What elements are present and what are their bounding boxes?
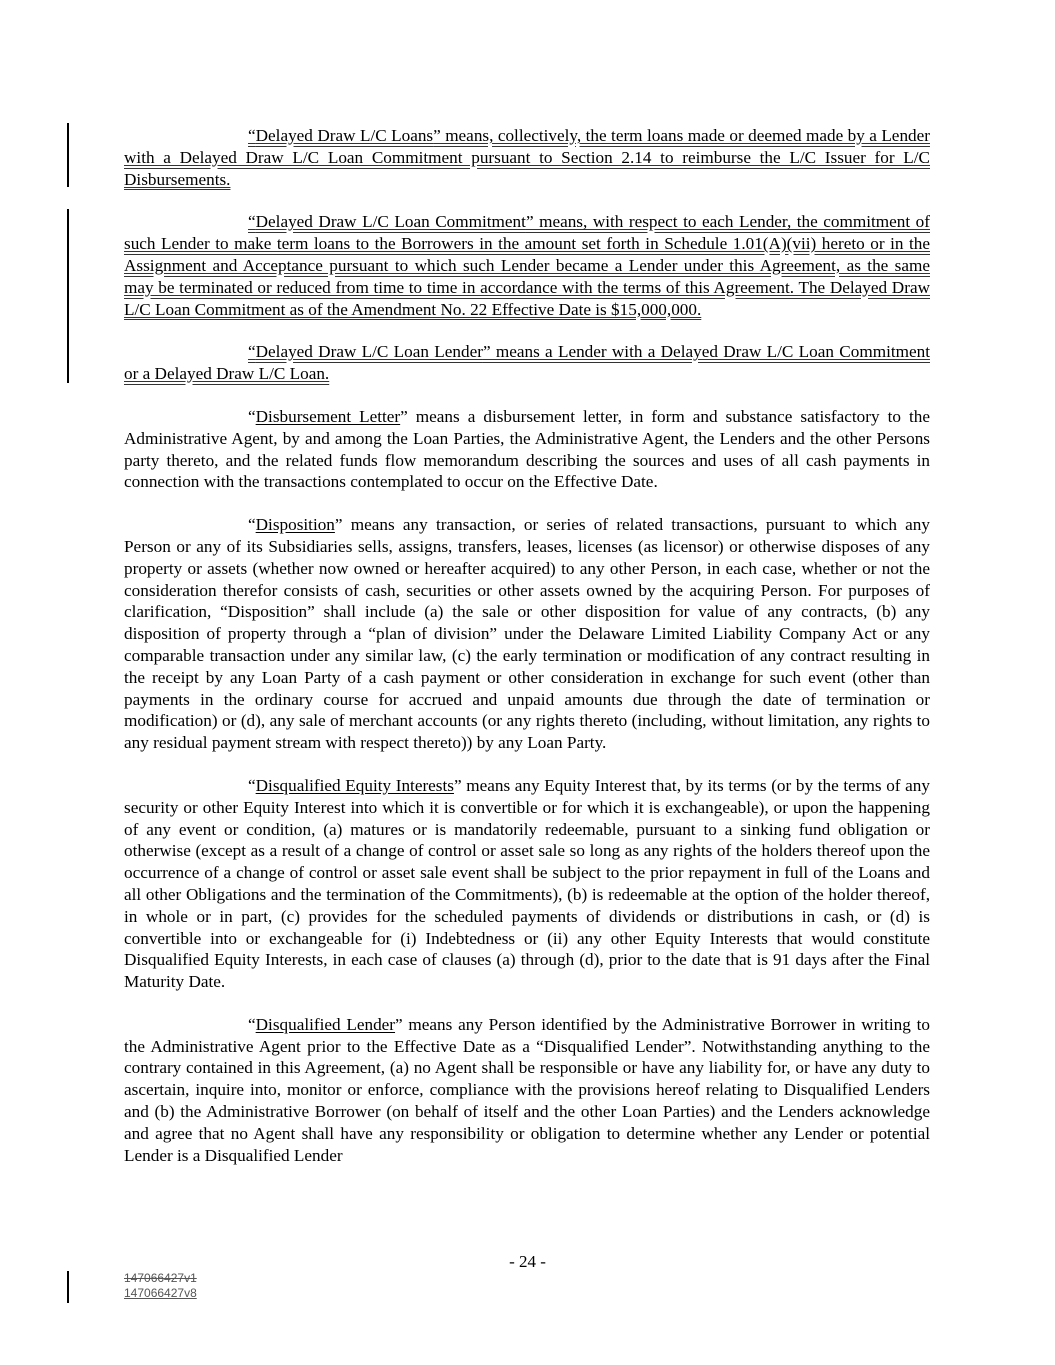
defined-term: Disqualified Lender (255, 1014, 396, 1034)
definition-delayed-draw-lc-loan-commitment: “Delayed Draw L/C Loan Commitment” means, with respect to each Lender, the commitment of such Lender to make term loans to the Borrowers in the amount set forth in Schedule 1.01(A)(vii) hereto or in the Assignment and Acceptance pursuant to which such Lender became a Lender under this Agreement, as the same may be terminated or reduced from time to time in accordance with the terms of this Agreement. The Delayed Draw L/C Loan Commitment as of the Amendment No. 22 Effective Date is $15,000,000. (124, 211, 930, 320)
deleted-document-id: 147066427v1 (124, 1271, 197, 1285)
definition-disposition: “Disposition” means any transaction, or series of related transactions, pursuant to which any Person or any of its Subsidiaries sells, assigns, transfers, leases, licenses (as licensor) or otherwise disposes of any property or assets (whether now owned or hereafter acquired) to any other Person, in each case, whether or not the consideration therefor consists of cash, securities or other assets owned by the acquiring Person. For purposes of clarification, “Disposition” shall include (a) the sale or other disposition for value of any contracts, (b) any disposition of property through a “plan of division” under the Delaware Limited Liability Company Act or any comparable transaction under any similar law, (c) the early termination or modification of any contract resulting in the receipt by any Loan Party of a cash payment or other consideration in exchange for such event (other than payments in the ordinary course for accrued and unpaid amounts due through the date of termination or modification) or (d), any sale of merchant accounts (or any rights thereto (including, without limitation, any rights to any residual payment stream with respect thereto)) by any Loan Party. (124, 515, 930, 753)
defined-term: Delayed Draw L/C Loan Commitment (255, 212, 526, 232)
document-body (124, 125, 930, 1187)
document-id-footer (124, 1271, 197, 1301)
definition-text: ” means a Lender with a Delayed Draw L/C Loan Commitment or a Delayed Draw L/C Loan. (124, 342, 930, 384)
change-bar (67, 123, 69, 187)
defined-term: Delayed Draw L/C Loans (255, 126, 434, 145)
defined-term: Disposition (255, 515, 335, 535)
definition-disqualified-lender: “Disqualified Lender” means any Person identified by the Administrative Borrower in writing to the Administrative Agent prior to the Effective Date as a “Disqualified Lender”. Notwithstanding anything to the contrary contained in this Agreement, (a) no Agent shall be responsible or have any liability for, or have any duty to ascertain, inquire into, monitor or enforce, compliance with the provisions hereof relating to Disqualified Lenders and (b) the Administrative Borrower (on behalf of itself and the other Loan Parties) and the Lenders acknowledge and agree that no Agent shall have any responsibility or obligation to determine whether any Lender or potential Lender is a Disqualified Lender (124, 1014, 930, 1165)
definition-disqualified-equity-interests: “Disqualified Equity Interests” means any Equity Interest that, by its terms (or by the terms of any security or other Equity Interest into which it is convertible or for which it is exchangeable), or upon the happening of any event or condition, (a) matures or is mandatorily redeemable, pursuant to a sinking fund obligation or otherwise (except as a result of a change of control or asset sale so long as any rights of the holders thereof upon the occurrence of a change of control or asset sale event shall be subject to the prior repayment in full of the Loans and all other Obligations and the termination of the Commitments), (b) is redeemable at the option of the holder thereof, in whole or in part, (c) provides for the scheduled payments of dividends or distributions in cash, or (d) is convertible into or exchangeable for (i) Indebtedness or (ii) any other Equity Interests that would constitute Disqualified Equity Interests, in each case of clauses (a) through (d), prior to the date that is 91 days after the Final Maturity Date. (124, 775, 930, 992)
definition-disbursement-letter: “Disbursement Letter” means a disbursement letter, in form and substance satisfactory to the Administrative Agent, by and among the Loan Parties, the Administrative Agent, the Lenders and the other Persons party thereto, and the related funds flow memorandum describing the sources and uses of all cash payments in connection with the transactions contemplated to occur on the Effective Date. (124, 406, 930, 492)
change-bar (67, 1271, 69, 1303)
change-bar (67, 209, 69, 341)
page-number: - 24 - (509, 1252, 546, 1271)
definition-delayed-draw-lc-loans: “Delayed Draw L/C Loans” means, collectively, the term loans made or deemed made by a Lender with a Delayed Draw L/C Loan Commitment pursuant to Section 2.14 to reimburse the L/C Issuer for L/C Disbursements. (124, 125, 930, 190)
defined-term: Delayed Draw L/C Loan Lender (255, 342, 483, 362)
definition-text: ” means, collectively, the term loans made or deemed made by a Lender with a Delayed Draw L/C Loan Commitment pursuant to Section 2.14 to reimburse the L/C Issuer for L/C Disbursements. (124, 126, 930, 189)
definition-text: ” means any Person identified by the Administrative Borrower in writing to the Administrative Agent prior to the Effective Date as a “Disqualified Lender”. Notwithstanding anything to the contrary contained in this Agreement, (a) no Agent shall be responsible or have any liability for, or have any duty to ascertain, inquire into, monitor or enforce, compliance with the provisions hereof relating to Disqualified Lenders and (b) the Administrative Borrower (on behalf of itself and the other Loan Parties) and the Lenders acknowledge and agree that no Agent shall have any responsibility or obligation to determine whether any Lender or potential Lender is a Disqualified Lender (124, 1014, 930, 1165)
definition-text: ” means any Equity Interest that, by its terms (or by the terms of any security or other Equity Interest into which it is convertible or for which it is exchangeable), or upon the happening of any event or condition, (a) matures or is mandatorily redeemable, pursuant to a sinking fund obligation or otherwise (except as a result of a change of control or asset sale so long as any rights of the holders thereof upon the occurrence of a change of control or asset sale event shall be subject to the prior repayment in full of the Loans and all other Obligations and the termination of the Commitments), (b) is redeemable at the option of the holder thereof, in whole or in part, (c) provides for the scheduled payments of dividends or distributions in cash, or (d) is convertible into or exchangeable for (i) Indebtedness or (ii) any other Equity Interests that would constitute Disqualified Equity Interests, in each case of clauses (a) through (d), prior to the date that is 91 days after the Final Maturity Date. (124, 775, 930, 992)
defined-term: Disqualified Equity Interests (255, 775, 454, 795)
definition-delayed-draw-lc-loan-lender: “Delayed Draw L/C Loan Lender” means a Lender with a Delayed Draw L/C Loan Commitment or a Delayed Draw L/C Loan. (124, 341, 930, 385)
defined-term: Disbursement Letter (255, 406, 401, 426)
definition-text: ” means a disbursement letter, in form and substance satisfactory to the Administrative Agent, by and among the Loan Parties, the Administrative Agent, the Lenders and the other Persons party thereto, and the related funds flow memorandum describing the sources and uses of all cash payments in connection with the transactions contemplated to occur on the Effective Date. (124, 406, 930, 492)
definition-text: ” means, with respect to each Lender, the commitment of such Lender to make term loans to the Borrowers in the amount set forth in Schedule 1.01(A)(vii) hereto or in the Assignment and Acceptance pursuant to which such Lender became a Lender under this Agreement, as the same may be terminated or reduced from time to time in accordance with the terms of this Agreement. The Delayed Draw L/C Loan Commitment as of the Amendment No. 22 Effective Date is $15,000,000. (124, 212, 930, 319)
inserted-document-id: 147066427v8 (124, 1286, 197, 1300)
change-bar (67, 339, 69, 383)
definition-text: ” means any transaction, or series of related transactions, pursuant to which any Person or any of its Subsidiaries sells, assigns, transfers, leases, licenses (as licensor) or otherwise disposes of any property or assets (whether now owned or hereafter acquired) to any other Person, in each case, whether or not the consideration therefor consists of cash, securities or other assets owned by the acquiring Person. For purposes of clarification, “Disposition” shall include (a) the sale or other disposition for value of any contracts, (b) any disposition of property through a “plan of division” under the Delaware Limited Liability Company Act or any comparable transaction under any similar law, (c) the early termination or modification of any contract resulting in the receipt by any Loan Party of a cash payment or other consideration in exchange for such event (other than payments in the ordinary course for accrued and unpaid amounts due through the date of termination or modification) or (d), any sale of merchant accounts (or any rights thereto (including, without limitation, any rights to any residual payment stream with respect thereto)) by any Loan Party. (124, 515, 930, 753)
